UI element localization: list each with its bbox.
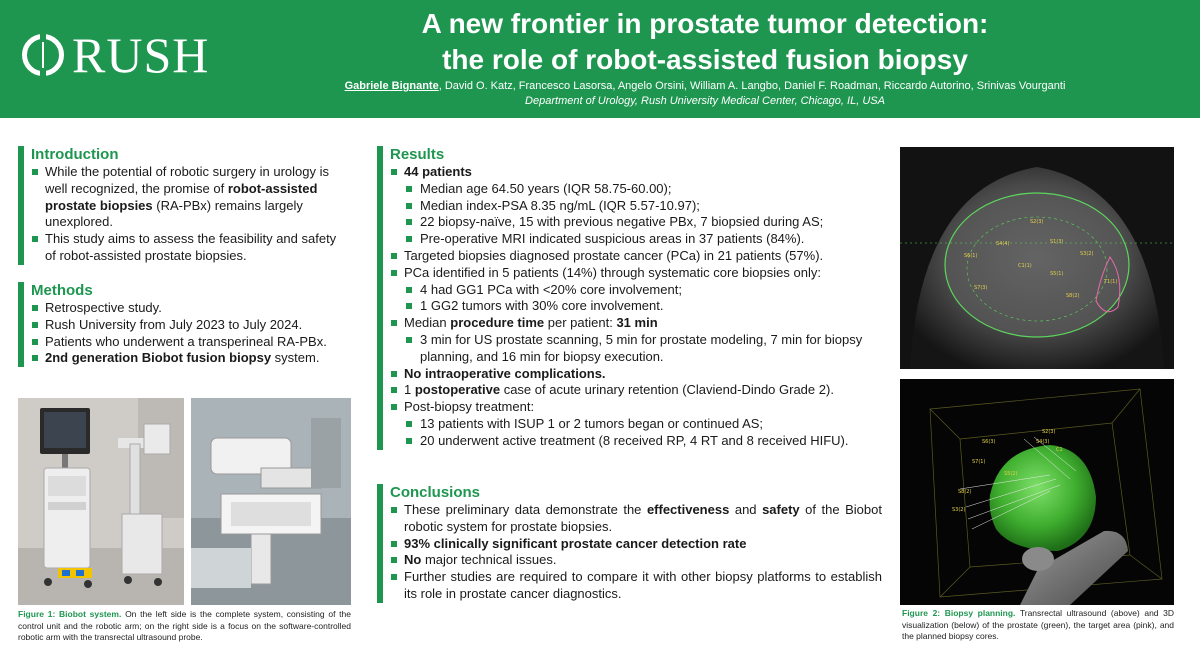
results-sub-biopsy-history: 22 biopsy-naïve, 15 with previous negative PBx, 7 biopsied during AS; xyxy=(404,214,882,231)
methods-bullet-2: Rush University from July 2023 to July 2024. xyxy=(31,317,350,334)
rush-logo xyxy=(22,27,210,83)
results-bullet-complications: No intraoperative complications. xyxy=(390,366,882,383)
viz-label-1: S6(3) xyxy=(982,439,996,445)
other-authors: , David O. Katz, Francesco Lasorsa, Angelo Orsini, William A. Langbo, Daniel F. Roadman, Riccardo Autorino, Srinivas Vourganti xyxy=(438,80,1066,92)
methods-section xyxy=(18,282,350,367)
viz-label-2: S4(3) xyxy=(1036,439,1050,445)
methods-title: Methods xyxy=(31,282,93,299)
robotic-arm-photo xyxy=(191,398,351,605)
transrectal-ultrasound-image xyxy=(900,147,1174,369)
3d-visualization-image xyxy=(900,379,1174,605)
us-label-9: S8(2) xyxy=(1066,293,1080,299)
methods-bullet-3: Patients who underwent a transperineal RA-PBx. xyxy=(31,334,350,351)
introduction-title: Introduction xyxy=(31,146,119,163)
rush-logo-icon xyxy=(22,34,64,76)
results-sub-psa: Median index-PSA 8.35 ng/mL (IQR 5.57-10.97); xyxy=(404,198,882,215)
figure2-caption: Figure 2: Biopsy planning. Transrectal ultrasound (above) and 3D visualization (below) of the prostate (green), the target area (pink), and the planned biopsy cores. xyxy=(902,608,1174,641)
us-label-6: S5(1) xyxy=(1050,271,1064,277)
figure1-caption: Figure 1: Biobot system. On the left side is the complete system, consisting of the control unit and the robotic arm; on the right side is a focus on the software-controlled robotic arm with the transrectal ultrasound probe. xyxy=(18,609,351,642)
results-sub-gg1: 4 had GG1 PCa with <20% core involvement; xyxy=(404,282,882,299)
biobot-full-system-photo xyxy=(18,398,184,605)
viz-label-5: S5(2) xyxy=(1004,471,1018,477)
us-label-7: T1(1) xyxy=(1104,279,1118,285)
viz-label-4: S7(1) xyxy=(972,459,986,465)
viz-label-7: S3(2) xyxy=(952,507,966,513)
results-bullet-patients: 44 patients Median age 64.50 years (IQR 58.75-60.00); Median index-PSA 8.35 ng/mL (IQR 5.57-10.97); 22 biopsy-naïve, 15 with previous negative PBx, 7 biopsied during AS; Pre-operative MRI indicated suspicious areas in 37 patients (84%). xyxy=(390,164,882,248)
author-list xyxy=(240,80,1170,92)
poster-title-line2: the role of robot-assisted fusion biopsy xyxy=(442,44,968,75)
us-label-8: S7(3) xyxy=(974,285,988,291)
introduction-section xyxy=(18,146,350,265)
us-label-1: S4(4) xyxy=(996,241,1010,247)
results-sub-time-breakdown: 3 min for US prostate scanning, 5 min for prostate modeling, 7 min for biopsy planning, and 16 min for biopsy execution. xyxy=(404,332,882,366)
rush-logo-text: RUSH xyxy=(72,27,210,83)
ultrasound-illustration xyxy=(900,147,1174,369)
us-label-3: S6(1) xyxy=(964,253,978,259)
viz-label-3: C1 xyxy=(1056,447,1063,453)
robotic-arm-illustration xyxy=(191,398,351,605)
results-bullet-systematic: PCa identified in 5 patients (14%) through systematic core biopsies only: 4 had GG1 PCa with <20% core involvement; 1 GG2 tumors with 30% core involvement. xyxy=(390,265,882,315)
department: Department of Urology, Rush University Medical Center, Chicago, IL, USA xyxy=(525,95,885,107)
results-title: Results xyxy=(390,146,445,163)
us-label-2: S1(3) xyxy=(1050,239,1064,245)
intro-bullet-1: While the potential of robotic surgery in urology is well recognized, the promise of robot-assisted prostate biopsies (RA-PBx) remains largely unexplored. xyxy=(31,164,350,231)
results-sub-as: 13 patients with ISUP 1 or 2 tumors began or continued AS; xyxy=(404,416,882,433)
viz-label-0: S2(3) xyxy=(1042,429,1056,435)
results-sub-mri: Pre-operative MRI indicated suspicious areas in 37 patients (84%). xyxy=(404,231,882,248)
results-bullet-postoperative: 1 postoperative case of acute urinary retention (Claviend-Dindo Grade 2). xyxy=(390,382,882,399)
first-author: Gabriele Bignante xyxy=(344,80,439,92)
3d-prostate-illustration xyxy=(900,379,1174,605)
us-label-0: S2(3) xyxy=(1030,219,1044,225)
us-label-4: S3(2) xyxy=(1080,251,1094,257)
poster-header xyxy=(0,0,1200,118)
biobot-full-system-illustration xyxy=(18,398,184,605)
results-sub-gg2: 1 GG2 tumors with 30% core involvement. xyxy=(404,298,882,315)
conclusions-bullet-4: Further studies are required to compare it with other biopsy platforms to establish its role in prostate cancer diagnostics. xyxy=(390,569,882,603)
conclusions-title: Conclusions xyxy=(390,484,481,501)
results-bullet-targeted: Targeted biopsies diagnosed prostate cancer (PCa) in 21 patients (57%). xyxy=(390,248,882,265)
us-label-5: C1(1) xyxy=(1018,263,1032,269)
methods-bullet-4: 2nd generation Biobot fusion biopsy system. xyxy=(31,350,350,367)
results-sub-age: Median age 64.50 years (IQR 58.75-60.00); xyxy=(404,181,882,198)
results-sub-active: 20 underwent active treatment (8 received RP, 4 RT and 8 received HIFU). xyxy=(404,433,882,450)
intro-bullet-2: This study aims to assess the feasibility and safety of robot-assisted prostate biopsies. xyxy=(31,231,350,265)
results-section xyxy=(377,146,882,450)
conclusions-section xyxy=(377,484,882,603)
conclusions-bullet-3: No major technical issues. xyxy=(390,552,882,569)
poster-title-line1: A new frontier in prostate tumor detection: xyxy=(421,8,989,39)
results-bullet-treatment: Post-biopsy treatment: 13 patients with ISUP 1 or 2 tumors began or continued AS; 20 underwent active treatment (8 received RP, 4 RT and 8 received HIFU). xyxy=(390,399,882,449)
conclusions-bullet-1: These preliminary data demonstrate the effectiveness and safety of the Biobot robotic system for prostate biopsies. xyxy=(390,502,882,536)
results-bullet-procedure-time: Median procedure time per patient: 31 min 3 min for US prostate scanning, 5 min for prostate modeling, 7 min for biopsy planning, and 16 min for biopsy execution. xyxy=(390,315,882,365)
viz-label-6: S8(2) xyxy=(958,489,972,495)
methods-bullet-1: Retrospective study. xyxy=(31,300,350,317)
conclusions-bullet-2: 93% clinically significant prostate cancer detection rate xyxy=(390,536,882,553)
